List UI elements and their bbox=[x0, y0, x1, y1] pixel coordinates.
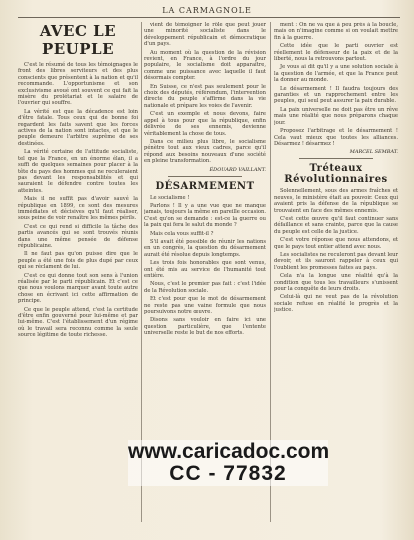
paragraph: La paix universelle ne doit pas être un rêve mais une réalité que nous préparons chaque jour. bbox=[274, 106, 398, 126]
paragraph: Proposez l'arbitrage et le désarmement ! Cela vaut mieux que toutes les alliances. Désarmez ! désarmez ! bbox=[274, 128, 398, 147]
paragraph: Solennellement, sous des armes fraîches et neuves, le ministère était au pouvoir. Ceux qui avaient pris la défense de la république se trouvaient en face des mêmes ennemis. bbox=[274, 188, 398, 214]
paragraph: Mais il ne suffit pas d'avoir sauvé la république en 1899, ce sont des mesures immédiates et décisives qu'il faut réaliser, sous peine de voir renaître les mêmes périls. bbox=[18, 196, 138, 222]
paragraph: Mais cela vous suffit-il ? bbox=[150, 230, 214, 237]
paragraph: La vérité certaine de l'attitude socialiste, tel que la France, en un énorme élan, il a suffi de quelques semaines pour placer à la tête du pays des hommes qui ne reculeraient pas devant les responsabilités et qui sauraient le défendre contre toutes les atteintes. bbox=[18, 149, 138, 194]
paragraph: C'est ce qui donne tout son sens à l'union réalisée par le parti républicain. Et c'est ce que nous voulons marquer avant toute autre chose en écrivant ici cette affirmation de principe. bbox=[18, 272, 138, 305]
paragraph: Nous, c'est le premier pas fait : c'est l'idée de la Révolution sociale. bbox=[144, 281, 266, 294]
paragraph: Ce que le peuple attend, c'est la certitude d'être enfin gouverné pour lui-même et par lui-même. C'est l'établissement d'un régime où le travail sera reconnu comme la seule source légitime de toute richesse. bbox=[18, 306, 138, 339]
paragraph: Et c'est pour que le mot de désarmement ne reste pas une vaine formule que nous poursuivons notre œuvre. bbox=[144, 296, 266, 316]
paragraph: Au moment où la question de la révision revient, en France, à l'ordre du jour populaire, le socialisme doit apparaître, comme une puissance avec laquelle il faut désormais compter. bbox=[144, 49, 266, 82]
paragraph: C'est un exemple et nous devons, faire appel à tous pour que la république, enfin délivrée de ses ennemis, devienne véritablement la chose de tous. bbox=[144, 111, 266, 137]
paragraph: Le désarmement ! Il faudra toujours des garanties et un rapprochement entre les peuples, qui seul peut assurer la paix durable. bbox=[274, 85, 398, 105]
watermark-site: www.caricadoc.com bbox=[128, 440, 330, 463]
paragraph: C'est ce qui rend si difficile la tâche des partis avancés qui se sont trouvés réunis dans une même pensée de défense républicaine. bbox=[18, 223, 138, 249]
watermark-code: CC - 77832 bbox=[169, 462, 287, 485]
paragraph: Parlons ! Il y a une vue que ne manque jamais, toujours la même en pareille occasion. C'est qu'on se demande : est-ce la guerre ou la paix qui fera le salut du monde ? bbox=[144, 202, 266, 229]
section-title: DÉSARMEMENT bbox=[155, 180, 255, 192]
header-rule bbox=[18, 17, 400, 18]
paragraph: La vérité est que la décadence est loin d'être fatale. Tous ceux qui de bonne foi regardent les faits savent que les forces actives de la nation sont intactes, et que le peuple demeure l'arbitre suprême de ses destinées. bbox=[18, 108, 138, 147]
running-head-title: LA CARMAGNOLE bbox=[162, 6, 252, 15]
section-title: Tréteaux Révolutionnaires bbox=[284, 163, 388, 186]
paragraph: C'est le résumé de tous les témoignages le front des libres serviteurs et des plus conscients que présentent à la nation et qu'il recommande. L'opportunisme et son exclusivisme avoué ont souvent ce qui fait la misère du prolétariat et le salaire de l'ouvrier qui souffre. bbox=[18, 62, 138, 107]
paragraph: Dans ce milieu plus libre, le socialisme pénètre tout aux vieux cadres, parce qu'il répond aux besoins nouveaux d'une société en pleine transformation. bbox=[144, 138, 266, 165]
separator bbox=[168, 176, 241, 177]
paragraph: Cette idée que le parti ouvrier est réellement le défenseur de la paix et de la liberté, nous la retrouvons partout. bbox=[274, 43, 398, 63]
separator bbox=[299, 158, 373, 159]
paragraph: En Suisse, ce n'est pas seulement pour le choix des députés, référendum, l'intervention directe du peuple s'affirme dans la vie nationale et prépare les voies de l'avenir. bbox=[144, 83, 266, 109]
paragraph: Celui-là qui ne veut pas de la révolution sociale refuse en réalité le progrès et la justice. bbox=[274, 294, 398, 314]
paragraph: Cela n'a la longue une réalité qu'à la condition que tous les travailleurs s'unissent pour la conquête de leurs droits. bbox=[274, 273, 398, 292]
paragraph: Le socialisme ! bbox=[150, 194, 190, 201]
author-signature: ÉDOUARD VAILLANT. bbox=[209, 166, 266, 173]
paragraph: Les socialistes ne reculeront pas devant leur devoir, et ils sauront rappeler à ceux qui l'oublient les promesses faites au pays. bbox=[274, 251, 398, 271]
paragraph: ment : On ne va que à peu près à la boucle, mais on n'imagine comme si on voulait mettre fin à la guerre. bbox=[274, 22, 398, 41]
paragraph: C'est cette œuvre qu'il faut continuer sans défaillance et sans crainte, parce que la cause du peuple est celle de la justice. bbox=[274, 215, 398, 235]
column-left bbox=[18, 22, 138, 527]
paragraph: Je vous ai dit qu'il y a une solution sociale à la question de l'armée, et que la France peut la donner au monde. bbox=[274, 64, 398, 84]
paragraph: C'est votre réponse que nous attendons, et que le pays tout entier attend avec nous. bbox=[274, 237, 398, 250]
watermark-stamp bbox=[128, 440, 328, 486]
article-title: AVEC LE PEUPLE bbox=[39, 22, 117, 58]
paragraph: Les trois fois honorables que sont venus, ont été mis au service de l'humanité tout entière. bbox=[144, 260, 266, 279]
paragraph: vient de témoigner le rôle que peut jouer une minorité socialiste dans le développement républicain et démocratique d'un pays. bbox=[144, 22, 266, 48]
paragraph: S'il avait été possible de réunir les nations en un congrès, la question du désarmement aurait été résolue depuis longtemps. bbox=[144, 238, 266, 258]
paragraph: Il ne faut pas qu'on puisse dire que le peuple a été une fois de plus dupé par ceux qui se réclament de lui. bbox=[18, 251, 138, 271]
author-signature: MARCEL SEMBAT. bbox=[349, 149, 398, 156]
paragraph: Disons sans vouloir en faire ici une question particulière, que l'entente universelle reste le but de nos efforts. bbox=[144, 317, 266, 337]
